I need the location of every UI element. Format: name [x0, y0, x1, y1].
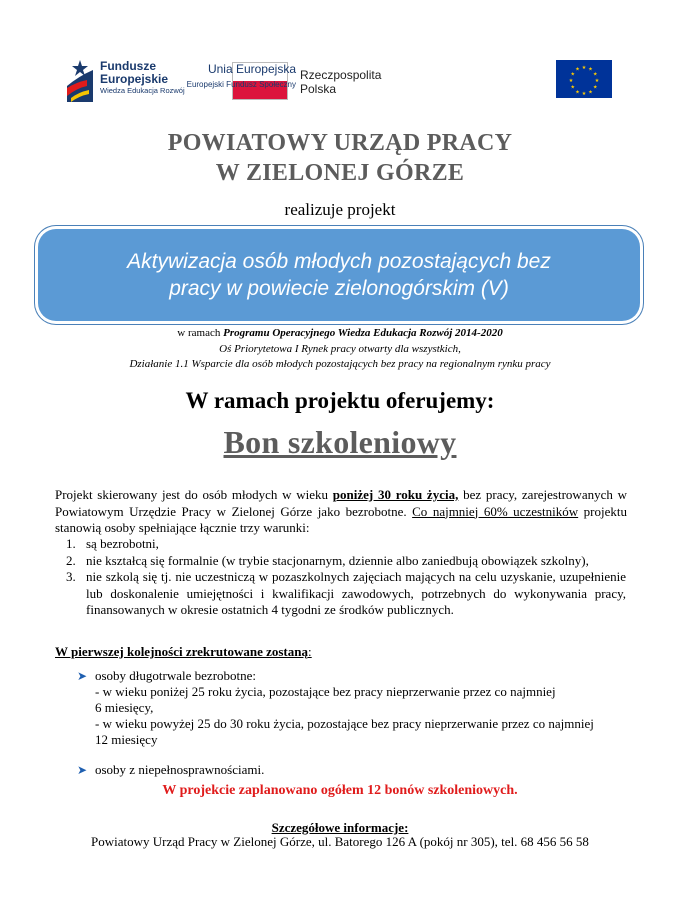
fe-line2: Europejskie — [100, 72, 169, 86]
svg-text:★: ★ — [570, 71, 575, 78]
condition-item — [66, 569, 626, 619]
program-line3: Działanie 1.1 Wsparcie dla osób młodych pozostających bez pracy na regionalnym rynku pracy — [129, 358, 551, 370]
ue-title: Unia Europejska — [207, 62, 296, 76]
program-name: Programu Operacyjnego Wiedza Edukacja Rozwój 2014-2020 — [223, 327, 503, 339]
details-heading: Szczegółowe informacje: — [271, 820, 409, 835]
svg-text:★: ★ — [568, 78, 574, 84]
intro-paragraph — [55, 487, 627, 537]
condition-item — [66, 536, 626, 553]
program-line2: Oś Priorytetowa I Rynek pracy otwarty dla wszystkich, — [219, 343, 461, 355]
condition-number: 1. — [66, 536, 76, 551]
sub-line: 6 miesięcy, — [95, 700, 154, 715]
conditions-list — [66, 536, 626, 619]
bullet-text: osoby z niepełnosprawnościami. — [95, 762, 265, 777]
planned-vouchers-note: W projekcie zaplanowano ogółem 12 bonów szkoleniowych. — [162, 783, 518, 798]
realizuje-projekt: realizuje projekt — [284, 200, 396, 219]
logo-bar — [60, 52, 620, 108]
contact-details: Powiatowy Urząd Pracy w Zielonej Górze, ul. Batorego 126 A (pokój nr 305), tel. 68 456 56 58 — [91, 834, 589, 849]
ue-subtitle: Europejski Fundusz Społeczny — [186, 80, 296, 89]
svg-text:★: ★ — [593, 71, 598, 78]
condition-text: nie kształcą się formalnie (w trybie stacjonarnym, dziennie albo zaniedbują obowiązek szkolny), — [86, 552, 589, 568]
condition-text: są bezrobotni, — [86, 536, 159, 551]
offer-heading: W ramach projektu oferujemy: — [185, 388, 495, 413]
sub-line: 12 miesięcy — [95, 732, 158, 747]
bullet-text: osoby długotrwale bezrobotne: — [95, 668, 257, 683]
condition-item — [66, 553, 626, 570]
recruitment-heading-text: W pierwszej kolejności zrekrutowane zostaną — [55, 644, 308, 659]
arrow-bullet-icon: ➤ — [77, 763, 88, 777]
condition-number: 2. — [66, 552, 76, 568]
eu-flag-icon — [556, 60, 612, 98]
svg-text:★: ★ — [593, 84, 598, 91]
svg-text:★: ★ — [575, 66, 580, 73]
intro-percentage: Co najmniej 60% uczestników — [412, 503, 579, 519]
rp-line1: Rzeczpospolita — [300, 68, 382, 82]
program-line1 — [0, 327, 680, 339]
intro-text-2: bez pracy, zarejestrowanych w Powiatowym Urzędzie Pracy w Zielonej Górze jako bezrobotne. — [55, 487, 627, 519]
fe-tagline: Wiedza Edukacja Rozwój — [100, 86, 185, 95]
svg-text:★: ★ — [581, 91, 587, 97]
arrow-bullet-icon: ➤ — [77, 669, 88, 683]
program-prefix: w ramach — [177, 327, 224, 339]
svg-text:★: ★ — [594, 78, 600, 84]
office-name-line1: POWIATOWY URZĄD PRACY — [167, 130, 513, 156]
svg-text:★: ★ — [575, 89, 580, 96]
condition-text: nie szkolą się tj. nie uczestniczą w pozaszkolnych zajęciach mających na celu uzyskanie, uzupełnienie lub doskonalenie umiejętności i kwalifikacji zawodowych, potrzebnych do wykonywania pracy, finansowanych w okresie ostatnich 4 tygodni ze środków publicznych. — [86, 569, 626, 617]
svg-text:★: ★ — [581, 65, 587, 71]
project-title-line2: pracy w powiecie zielonogórskim (V) — [169, 277, 509, 300]
office-name-line2: W ZIELONEJ GÓRZE — [215, 160, 465, 186]
project-title-banner — [38, 229, 640, 321]
condition-number: 3. — [66, 569, 76, 584]
rp-line2: Polska — [300, 82, 337, 96]
intro-text-3: projektu stanowią osoby spełniające łącznie trzy warunki: — [55, 503, 627, 535]
fe-line1: Fundusze — [100, 59, 156, 73]
bon-szkoleniowy-title: Bon szkoleniowy — [223, 424, 457, 460]
svg-text:★: ★ — [570, 84, 575, 91]
svg-text:★: ★ — [588, 66, 593, 73]
svg-text:★: ★ — [588, 89, 593, 96]
fe-star-icon — [65, 58, 95, 102]
intro-text-1: Projekt skierowany jest do osób młodych w wieku — [55, 487, 333, 502]
recruitment-heading — [55, 644, 312, 660]
sub-line: - w wieku poniżej 25 roku życia, pozostające bez pracy nieprzerwanie przez co najmniej — [95, 684, 556, 699]
recruitment-colon: : — [308, 644, 312, 659]
sub-line: - w wieku powyżej 25 do 30 roku życia, pozostające bez pracy nieprzerwanie przez co najmniej — [95, 716, 594, 731]
intro-age-limit: poniżej 30 roku życia, — [332, 487, 459, 502]
project-title-line1: Aktywizacja osób młodych pozostających bez — [127, 250, 551, 273]
